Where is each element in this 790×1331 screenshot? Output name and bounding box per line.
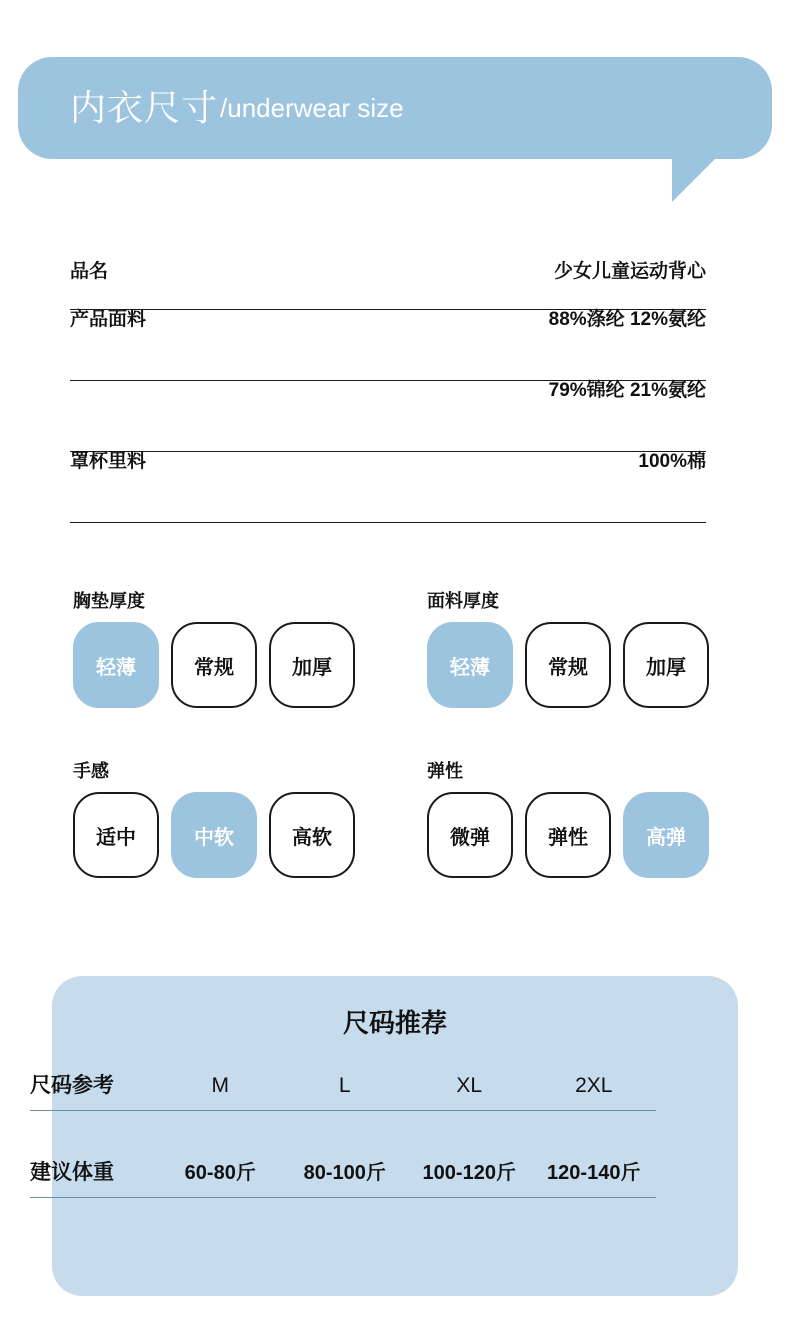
option-group-label: 面料厚度	[427, 591, 499, 611]
size-reference-cells	[158, 1075, 656, 1096]
option-pill-list	[73, 792, 355, 878]
spec-table	[70, 262, 706, 523]
weight-cell: 100-120斤	[422, 1162, 516, 1184]
weight-cell: 120-140斤	[547, 1162, 641, 1184]
option-group-label: 胸垫厚度	[73, 591, 145, 611]
option-pill[interactable]: 高软	[269, 792, 355, 878]
table-row	[70, 262, 706, 310]
size-card-title: 尺码推荐	[342, 1008, 447, 1038]
option-group-pad-thickness	[73, 592, 355, 708]
weight-suggestion-cells	[158, 1163, 656, 1183]
spec-value: 100%棉	[638, 451, 706, 472]
weight-suggestion-label: 建议体重	[30, 1161, 114, 1184]
option-pill-list	[73, 622, 355, 708]
option-pill[interactable]: 中软	[171, 792, 257, 878]
option-group-elasticity	[427, 762, 709, 878]
option-pill[interactable]: 轻薄	[73, 622, 159, 708]
spec-label: 产品面料	[70, 309, 147, 330]
option-group-fabric-thickness	[427, 592, 709, 708]
option-pill[interactable]: 微弹	[427, 792, 513, 878]
spec-label: 罩杯里料	[70, 451, 147, 472]
option-pill[interactable]: 加厚	[623, 622, 709, 708]
spec-value: 少女儿童运动背心	[553, 261, 706, 282]
table-row	[70, 381, 706, 452]
option-pill[interactable]: 轻薄	[427, 622, 513, 708]
size-reference-row	[30, 1075, 656, 1111]
page-title-cn: 内衣尺寸	[70, 87, 219, 128]
size-cell: XL	[456, 1074, 483, 1097]
bubble-tail-icon	[672, 154, 720, 202]
size-cell: M	[211, 1074, 229, 1097]
size-cell: L	[338, 1074, 351, 1097]
page-title-en: /underwear size	[220, 93, 404, 123]
header-banner	[18, 57, 772, 159]
spec-label: 品名	[70, 261, 109, 282]
option-group-label: 弹性	[427, 761, 463, 781]
size-reference-label: 尺码参考	[30, 1074, 114, 1097]
option-group-label: 手感	[73, 761, 109, 781]
option-pill-list	[427, 792, 709, 878]
option-pill-list	[427, 622, 709, 708]
weight-suggestion-row	[30, 1162, 656, 1198]
option-pill[interactable]: 常规	[525, 622, 611, 708]
option-pill[interactable]: 弹性	[525, 792, 611, 878]
speech-bubble	[18, 57, 772, 159]
option-pill[interactable]: 适中	[73, 792, 159, 878]
weight-cell: 60-80斤	[184, 1162, 256, 1184]
option-pill[interactable]: 加厚	[269, 622, 355, 708]
option-pill[interactable]: 常规	[171, 622, 257, 708]
option-pill[interactable]: 高弹	[623, 792, 709, 878]
size-recommendation-card	[52, 976, 738, 1296]
spec-value: 88%涤纶 12%氨纶	[548, 309, 706, 330]
spec-value: 79%锦纶 21%氨纶	[548, 380, 706, 401]
weight-cell: 80-100斤	[303, 1162, 386, 1184]
option-group-hand-feel	[73, 762, 355, 878]
table-row	[70, 310, 706, 381]
table-row	[70, 452, 706, 523]
size-cell: 2XL	[575, 1074, 613, 1097]
